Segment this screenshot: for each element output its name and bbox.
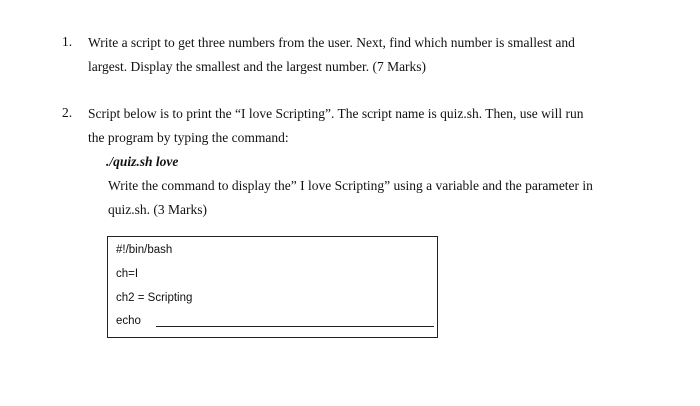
question-2-number: 2. [62, 105, 73, 120]
question-1-number: 1. [62, 34, 73, 49]
code-line-ch2: ch2 = Scripting [116, 292, 193, 304]
answer-blank-line [156, 326, 434, 327]
code-line-shebang: #!/bin/bash [116, 244, 173, 256]
question-2-line-1: Script below is to print the “I love Scripting”. The script name is quiz.sh. Then, use will run [88, 106, 584, 121]
question-1-line-2: largest. Display the smallest and the largest number. (7 Marks) [88, 59, 427, 74]
question-2-instruction-1: Write the command to display the” I love Scripting” using a variable and the parameter in [108, 178, 593, 193]
code-line-echo: echo [116, 315, 141, 327]
code-box [107, 236, 438, 338]
question-1-line-1: Write a script to get three numbers from the user. Next, find which number is smallest and [88, 35, 575, 50]
run-command: ./quiz.sh love [106, 154, 179, 169]
question-2-line-2: the program by typing the command: [88, 130, 289, 145]
code-line-echo-row [116, 314, 436, 330]
code-line-ch: ch=I [116, 268, 139, 280]
question-2-instruction-2: quiz.sh. (3 Marks) [108, 202, 207, 217]
